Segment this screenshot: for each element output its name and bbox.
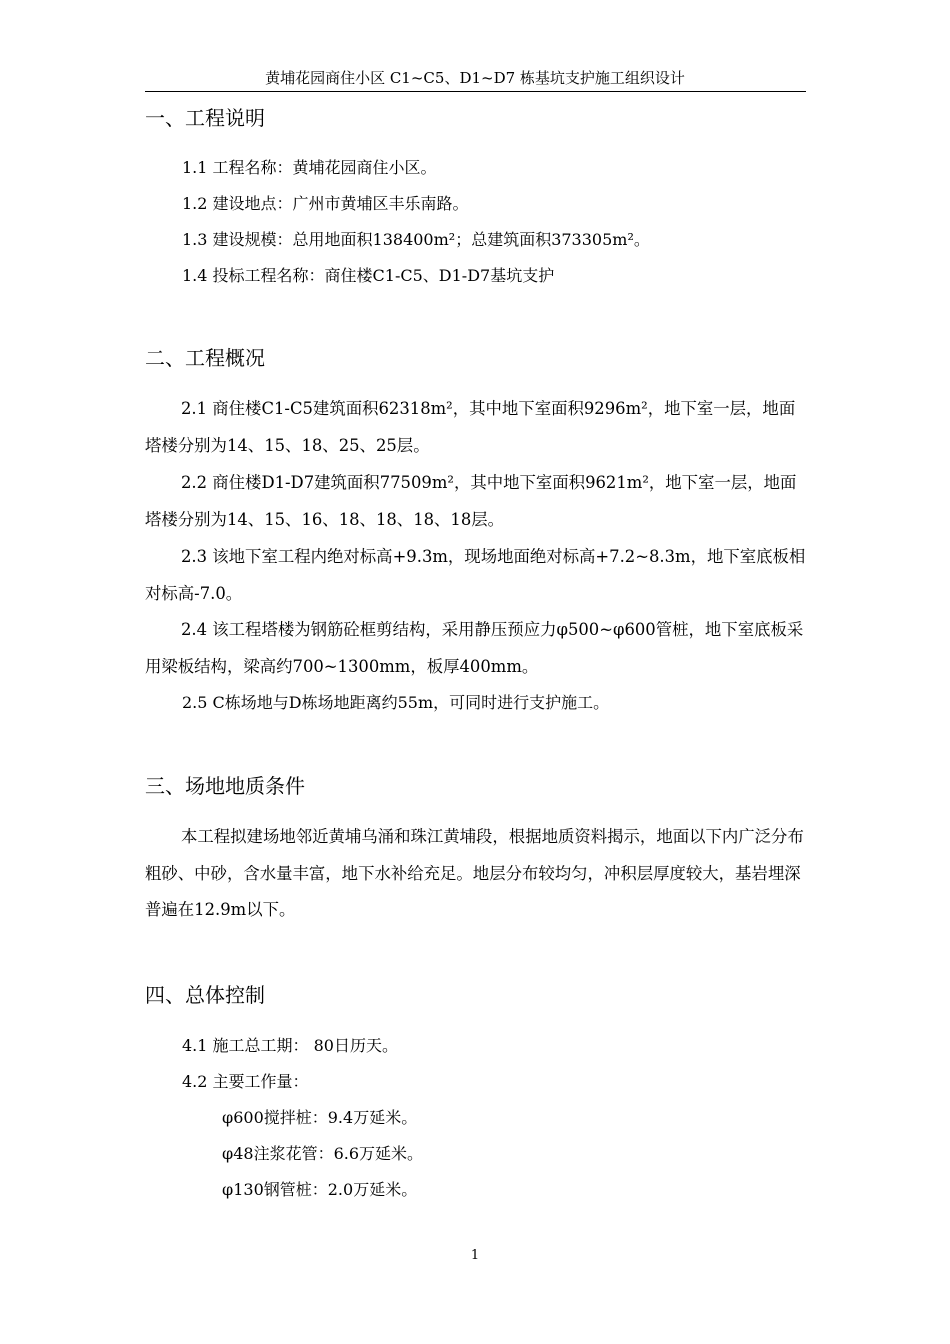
workload-item-2: φ48注浆花管：6.6万延米。 <box>222 1144 424 1163</box>
paragraph-1-2: 1.2 建设地点：广州市黄埔区丰乐南路。 <box>182 194 469 213</box>
paragraph-2-1: 2.1 商住楼C1-C5建筑面积62318m²，其中地下室面积9296m²，地下室一层，地面塔楼分别为14、15、18、25、25层。 <box>145 399 796 455</box>
workload-item-3: φ130钢管桩：2.0万延米。 <box>222 1180 418 1199</box>
paragraph-1-3: 1.3 建设规模：总用地面积138400m²；总建筑面积373305m²。 <box>182 230 650 249</box>
workload-item-1: φ600搅拌桩：9.4万延米。 <box>222 1108 418 1127</box>
section-heading-1: 一、工程说明 <box>145 106 265 130</box>
paragraph-4-2: 4.2 主要工作量： <box>182 1072 309 1091</box>
paragraph-2-5: 2.5 C栋场地与D栋场地距离约55m，可同时进行支护施工。 <box>182 693 610 712</box>
paragraph-3-body: 本工程拟建场地邻近黄埔乌涌和珠江黄埔段，根据地质资料揭示，地面以下内广泛分布粗砂、中砂，含水量丰富，地下水补给充足。地层分布较均匀，冲积层厚度较大，基岩埋深普遍在12.9m以下。 <box>145 827 804 920</box>
section-heading-2: 二、工程概况 <box>145 346 265 370</box>
header-rule <box>145 91 806 92</box>
paragraph-2-4: 2.4 该工程塔楼为钢筋砼框剪结构，采用静压预应力φ500~φ600管桩，地下室底板采用梁板结构，梁高约700~1300mm，板厚400mm。 <box>145 620 804 676</box>
section-heading-3: 三、场地地质条件 <box>145 774 305 798</box>
paragraph-2-2: 2.2 商住楼D1-D7建筑面积77509m²，其中地下室面积9621m²，地下室一层，地面塔楼分别为14、15、16、18、18、18、18层。 <box>145 473 797 529</box>
paragraph-1-1: 1.1 工程名称：黄埔花园商住小区。 <box>182 158 437 177</box>
paragraph-2-3: 2.3 该地下室工程内绝对标高+9.3m，现场地面绝对标高+7.2~8.3m，地下室底板相对标高-7.0。 <box>145 547 806 603</box>
paragraph-4-1: 4.1 施工总工期： 80日历天。 <box>182 1036 398 1055</box>
paragraph-1-4: 1.4 投标工程名称：商住楼C1-C5、D1-D7基坑支护 <box>182 266 555 285</box>
page-header-title: 黄埔花园商住小区 C1~C5、D1~D7 栋基坑支护施工组织设计 <box>265 69 685 87</box>
section-heading-4: 四、总体控制 <box>145 983 265 1007</box>
page-number: 1 <box>470 1248 480 1263</box>
